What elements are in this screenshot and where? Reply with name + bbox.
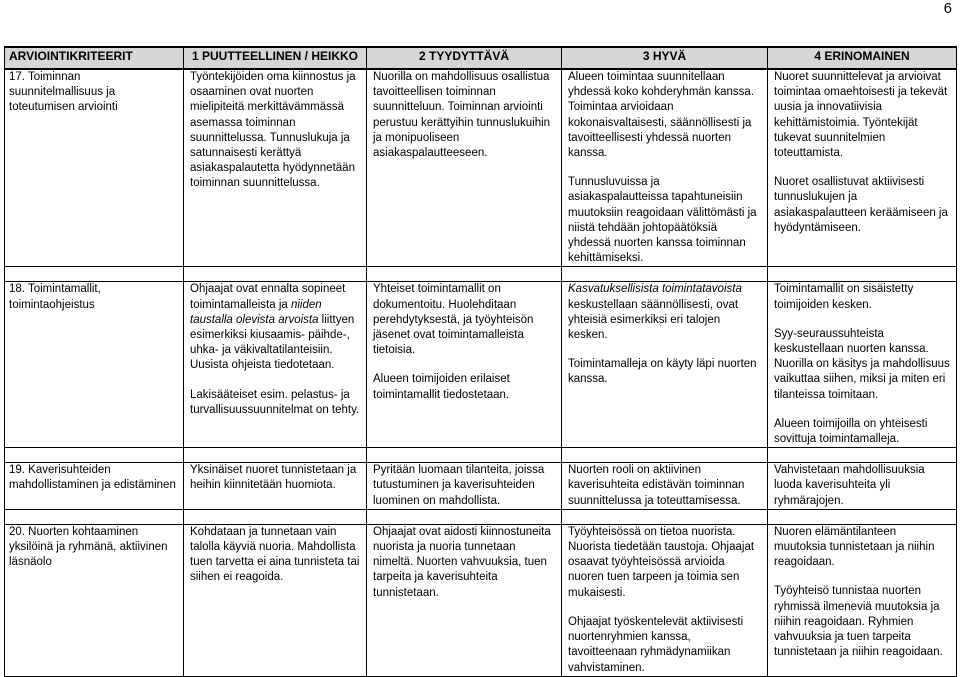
level-1-cell: Yksinäiset nuoret tunnistetaan ja heihin kiinnitetään huomiota. xyxy=(184,463,367,510)
table-row xyxy=(5,69,957,267)
row-separator xyxy=(5,448,957,463)
row-separator xyxy=(5,267,957,282)
criterion-cell: 20. Nuorten kohtaaminen yksilöinä ja ryhmänä, aktiivinen läsnäolo xyxy=(5,524,184,676)
header-criteria: ARVIOINTIKRITEERIT xyxy=(5,47,184,69)
level-2-cell: Ohjaajat ovat aidosti kiinnostuneita nuorista ja nuoria tunnetaan nimeltä. Nuorten vahvuuksia, tuen tarpeita ja kaverisuhteita tunnistetaan. xyxy=(367,524,562,676)
header-level-1: 1 PUUTTEELLINEN / HEIKKO xyxy=(184,47,367,69)
level-4-cell: Toimintamallit on sisäistetty toimijoiden kesken. Syy-seuraussuhteista keskustellaan nuorten kanssa. Nuorilla on käsitys ja mahdollisuus vaikuttaa siihen, miksi ja miten eri tilanteissa toimitaan. Alueen toimijoilla on yhteisesti sovittuja toimintamalleja. xyxy=(768,282,957,448)
level-3-cell: Kasvatuksellisista toimintatavoista keskustellaan säännöllisesti, ovat yhteisiä esimerkiksi eri talojen kesken. Toimintamalleja on käyty läpi nuorten kanssa. xyxy=(562,282,768,448)
header-level-4: 4 ERINOMAINEN xyxy=(768,47,957,69)
level-3-cell: Nuorten rooli on aktiivinen kaverisuhteita edistävän toiminnan suunnittelussa ja toteuttamisessa. xyxy=(562,463,768,510)
level-4-cell: Nuoren elämäntilanteen muutoksia tunnistetaan ja niihin reagoidaan. Työyhteisö tunnistaa nuorten ryhmissä ilmeneviä muutoksia ja niihin reagoidaan. Ryhmien vahvuuksia ja tuen tarpeita tunnistetaan ja niihin reagoidaan. xyxy=(768,524,957,676)
page-number: 6 xyxy=(943,0,952,17)
level-1-cell: Ohjaajat ovat ennalta sopineet toimintamalleista ja niiden taustalla olevista arvoista liittyen esimerkiksi kiusaamis- päihde-, uhka- ja väkivaltatilanteisiin. Uusista ohjeista tiedotetaan. Lakisääteiset esim. pelastus- ja turvallisuussuunnitelmat on tehty. xyxy=(184,282,367,448)
header-row xyxy=(5,47,957,69)
level-4-cell: Vahvistetaan mahdollisuuksia luoda kaverisuhteita yli ryhmärajojen. xyxy=(768,463,957,510)
header-level-3: 3 HYVÄ xyxy=(562,47,768,69)
criterion-cell: 18. Toimintamallit, toimintaohjeistus xyxy=(5,282,184,448)
level-2-cell: Pyritään luomaan tilanteita, joissa tutustuminen ja kaverisuhteiden luominen on mahdollista. xyxy=(367,463,562,510)
criterion-cell: 17. Toiminnan suunnitelmallisuus ja toteutumisen arviointi xyxy=(5,69,184,267)
header-level-2: 2 TYYDYTTÄVÄ xyxy=(367,47,562,69)
level-3-cell: Työyhteisössä on tietoa nuorista. Nuorista tiedetään taustoja. Ohjaajat osaavat työyhteisössä arvioida nuoren tuen tarpeen ja toimia sen mukaisesti. Ohjaajat työskentelevät aktiivisesti nuortenryhmien kanssa, tavoitteenaan ryhmädynamiikan vahvistaminen. xyxy=(562,524,768,676)
row-separator xyxy=(5,509,957,524)
table-row xyxy=(5,282,957,448)
level-4-cell: Nuoret suunnittelevat ja arvioivat toimintaa omaehtoisesti ja tekevät uusia ja innovatiivisia kehittämistoimia. Työntekijät tukevat suunnitelmien toteuttamista. Nuoret osallistuvat aktiivisesti tunnuslukujen ja asiakaspalautteen keräämiseen ja hyödyntämiseen. xyxy=(768,69,957,267)
table-row xyxy=(5,524,957,676)
level-1-cell: Kohdataan ja tunnetaan vain talolla käyviä nuoria. Mahdollista tuen tarvetta ei aina tunnisteta tai siihen ei reagoida. xyxy=(184,524,367,676)
table-row xyxy=(5,463,957,510)
assessment-criteria-table xyxy=(4,46,957,677)
level-2-cell: Nuorilla on mahdollisuus osallistua tavoitteellisen toiminnan suunnitteluun. Toiminnan arviointi perustuu kerättyihin tunnuslukuihin ja monipuoliseen asiakaspalautteeseen. xyxy=(367,69,562,267)
level-2-cell: Yhteiset toimintamallit on dokumentoitu. Huolehditaan perehdytyksestä, ja työyhteisön jäsenet ovat toimintamalleista tietoisia. Alueen toimijoiden erilaiset toimintamallit tiedostetaan. xyxy=(367,282,562,448)
level-1-cell: Työntekijöiden oma kiinnostus ja osaaminen ovat nuorten mielipiteitä merkittävämmässä asemassa toiminnan suunnittelussa. Tunnuslukuja ja satunnaisesti kerättyä asiakaspalautetta hyödynnetään toiminnan suunnittelussa. xyxy=(184,69,367,267)
criterion-cell: 19. Kaverisuhteiden mahdollistaminen ja edistäminen xyxy=(5,463,184,510)
level-3-cell: Alueen toimintaa suunnitellaan yhdessä koko kohderyhmän kanssa. Toimintaa arvioidaan kokonaisvaltaisesti, säännöllisesti ja tavoitteellisesti yhdessä nuorten kanssa. Tunnusluvuissa ja asiakaspalautteissa tapahtuneisiin muutoksiin reagoidaan välittömästi ja niistä tehdään johtopäätöksiä yhdessä nuorten kanssa toiminnan kehittämiseksi. xyxy=(562,69,768,267)
